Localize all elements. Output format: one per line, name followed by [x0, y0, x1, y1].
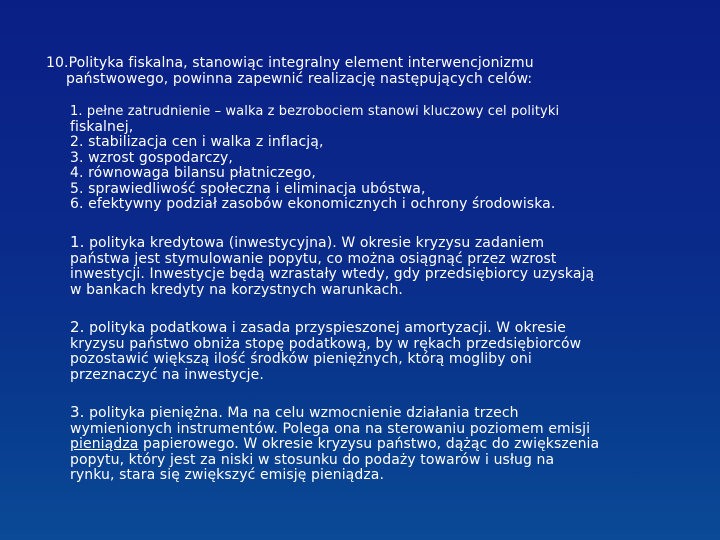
goal-item: 2. stabilizacja cen i walka z inflacją, — [70, 134, 324, 150]
paragraph-line: wymienionych instrumentów. Polega ona na sterowaniu poziomem emisji — [70, 420, 591, 437]
heading-rest: , stanowiąc integralny element interwencjonizmu — [183, 55, 534, 71]
goal-item: 5. sprawiedliwość społeczna i eliminacja ubóstwa, — [70, 180, 426, 197]
goal-item: 4. równowaga bilansu płatniczego, — [70, 165, 316, 181]
paragraph-line: pozostawić większą ilość środków pieniężnych, którą mogliby oni — [70, 351, 532, 367]
paragraph-number: 3. — [70, 403, 85, 421]
heading-number: 10. — [46, 55, 69, 71]
goals-list — [70, 104, 690, 213]
paragraph-text: polityka pieniężna. Ma na celu wzmocnienie działania trzech — [84, 405, 519, 421]
paragraph-line — [70, 235, 690, 252]
heading-title: Polityka fiskalna — [68, 55, 184, 71]
paragraph-line: kryzysu państwo obniża stopę podatkową, by w rękach przedsiębiorców — [70, 335, 582, 352]
goal-item: fiskalnej, — [70, 118, 134, 135]
paragraph-text: polityka kredytowa (inwestycyjna). W okresie kryzysu zadaniem — [84, 235, 545, 251]
paragraph-line: rynku, stara się zwiększyć emisję pieniądza. — [70, 467, 385, 483]
paragraph-text: papierowego. W okresie kryzysu państwo, dążąc do zwiększenia — [143, 436, 600, 452]
goal-item: 3. wzrost gospodarczy, — [70, 149, 233, 166]
paragraph-tax-policy — [70, 320, 690, 383]
paragraph-number: 1. — [70, 233, 85, 251]
goal-item: 1. pełne zatrudnienie – walka z bezrobociem stanowi kluczowy cel polityki — [70, 104, 560, 119]
paragraph-line — [70, 320, 690, 337]
paragraph-monetary-policy — [70, 405, 690, 484]
slide-heading — [46, 56, 686, 87]
heading-line-1 — [46, 56, 686, 72]
paragraph-credit-policy — [70, 235, 690, 298]
paragraph-line: w bankach kredyty na korzystnych warunkach. — [70, 281, 403, 298]
paragraph-line: przeznaczyć na inwestycje. — [70, 366, 264, 383]
paragraph-line: państwa jest stymulowanie popytu, co można osiągnąć przez wzrost — [70, 250, 557, 267]
heading-line-2: państwowego, powinna zapewnić realizację następujących celów: — [66, 70, 533, 87]
paragraph-line — [70, 405, 690, 422]
paragraph-line: inwestycji. Inwestycje będą wzrastały wtedy, gdy przedsiębiorcy uzyskają — [70, 266, 595, 282]
goal-item: 6. efektywny podział zasobów ekonomicznych i ochrony środowiska. — [70, 196, 556, 212]
paragraph-line: popytu, który jest za niski w stosunku do podaży towarów i usług na — [70, 451, 555, 468]
paragraph-text: polityka podatkowa i zasada przyspieszonej amortyzacji. W okresie — [84, 320, 567, 336]
underlined-word: pieniądza — [70, 436, 139, 452]
paragraph-line — [70, 437, 690, 453]
paragraph-number: 2. — [70, 318, 85, 336]
